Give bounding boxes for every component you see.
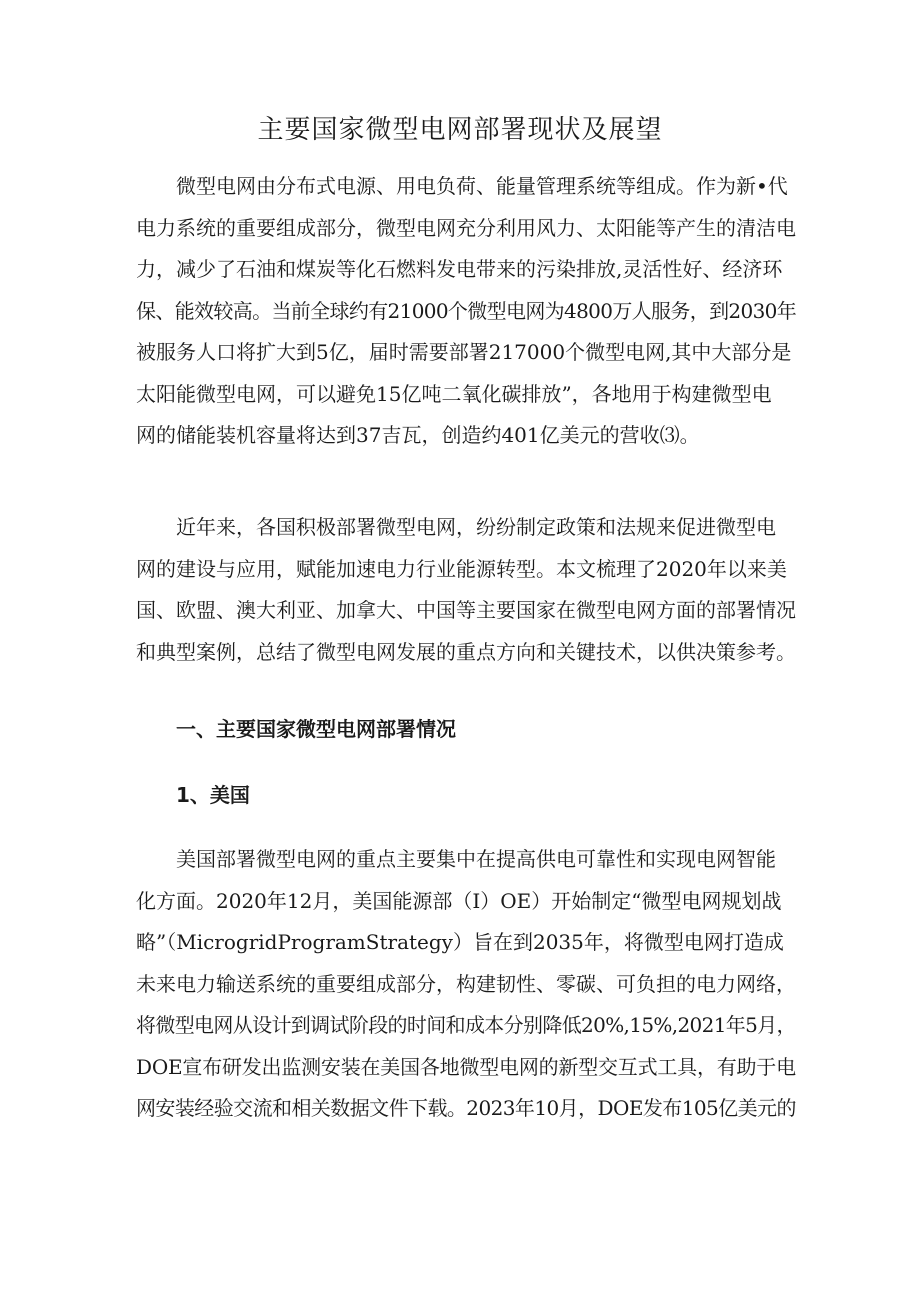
paragraph-intro [136, 166, 796, 457]
paragraph-line: 和典型案例，总结了微型电网发展的重点方向和关键技术，以供决策参考。 [136, 639, 796, 664]
document-title: 主要国家微型电网部署现状及展望 [257, 115, 663, 145]
paragraph-line: 微型电网由分布式电源、用电负荷、能量管理系统等组成。作为新•代 [176, 174, 788, 198]
paragraph-line: 未来电力输送系统的重要组成部分，构建韧性、零碳、可负担的电力网络， [136, 971, 796, 996]
subsection-heading: 1、美国 [176, 783, 250, 807]
paragraph-line: 网的建设与应用，赋能加速电力行业能源转型。本文梳理了2020年以来美 [136, 556, 787, 581]
paragraph-line: 电力系统的重要组成部分，微型电网充分利用风力、太阳能等产生的清洁电 [136, 215, 796, 240]
paragraph-line: 网安装经验交流和相关数据文件下载。2023年10月，DOE发布105亿美元的 [136, 1096, 796, 1120]
paragraph-line: 太阳能微型电网，可以避免15亿吨二氧化碳排放”，各地用于构建微型电 [136, 381, 772, 406]
paragraph-line: 化方面。2020年12月，美国能源部（I）OE）开始制定“微型电网规划战 [136, 888, 782, 913]
paragraph-line: 保、能效较高。当前全球约有21000个微型电网为4800万人服务，到2030年 [136, 298, 797, 323]
paragraph-line: DOE宣布研发出监测安装在美国各地微型电网的新型交互式工具，有助于电 [136, 1054, 796, 1079]
paragraph-line: 被服务人口将扩大到5亿，届时需要部署217000个微型电网,其中大部分是 [136, 340, 792, 364]
section-heading: 一、主要国家微型电网部署情况 [176, 717, 456, 741]
paragraph-line: 略”（MicrogridProgramStrategy）旨在到2035年，将微型电网打造成 [136, 930, 784, 954]
paragraph-line: 美国部署微型电网的重点主要集中在提高供电可靠性和实现电网智能 [176, 847, 776, 871]
paragraph-overview [136, 507, 796, 673]
paragraph-line: 国、欧盟、澳大利亚、加拿大、中国等主要国家在微型电网方面的部署情况 [136, 598, 796, 622]
paragraph-line: 近年来，各国积极部署微型电网，纷纷制定政策和法规来促进微型电 [176, 515, 776, 539]
paragraph-line: 网的储能装机容量将达到37吉瓦，创造约401亿美元的营收⑶。 [136, 423, 700, 447]
paragraph-usa [136, 839, 796, 1130]
paragraph-line: 力，减少了石油和煤炭等化石燃料发电带来的污染排放,灵活性好、经济环 [136, 257, 783, 281]
paragraph-line: 将微型电网从设计到调试阶段的时间和成本分别降低20%,15%,2021年5月， [136, 1013, 796, 1037]
